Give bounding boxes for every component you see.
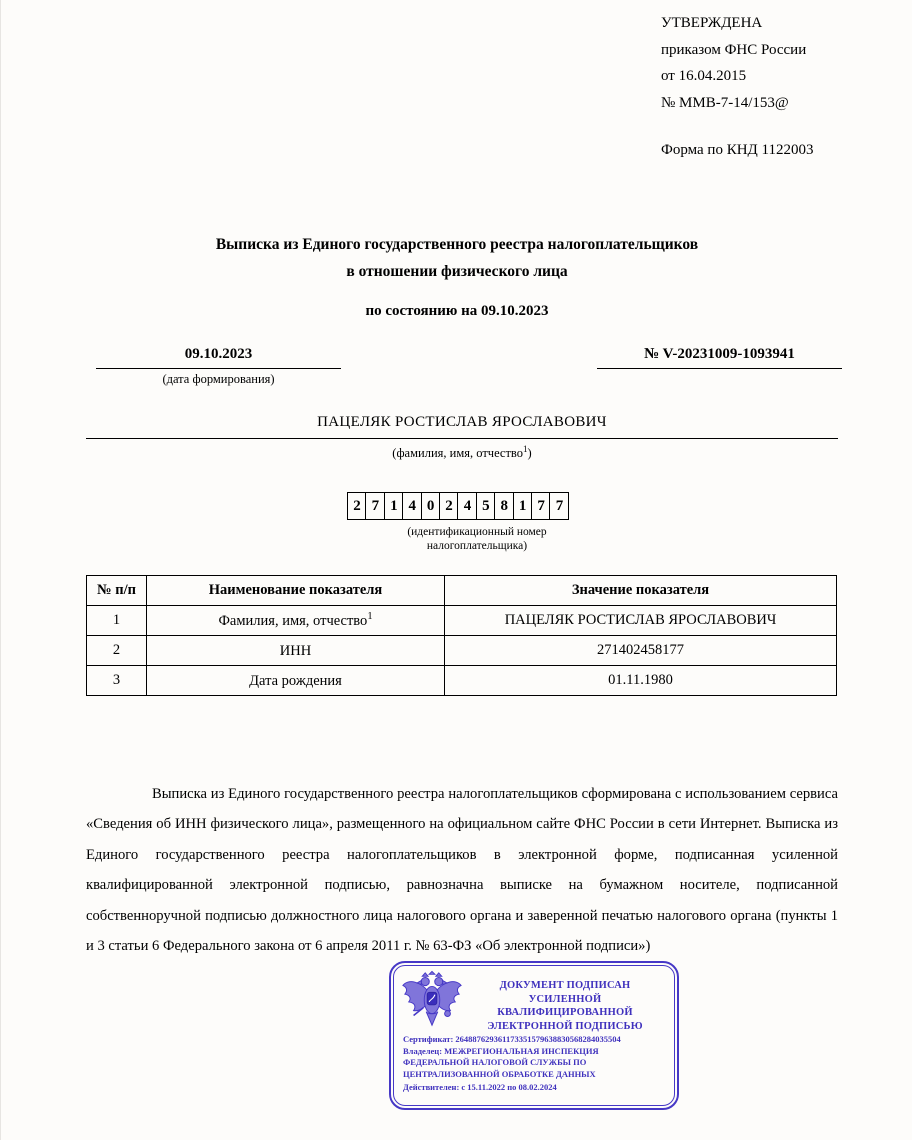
inn-digit-box: 0 (421, 492, 441, 520)
row-name-text: ИНН (279, 642, 312, 659)
stamp-certificate-line (403, 1034, 665, 1046)
inn-digit-box: 7 (531, 492, 551, 520)
formation-date-label: (дата формирования) (162, 372, 275, 386)
row-value: 271402458177 (445, 636, 837, 666)
name-label-text: (фамилия, имя, отчество (392, 446, 524, 461)
row-value: ПАЦЕЛЯК РОСТИСЛАВ ЯРОСЛАВОВИЧ (445, 606, 837, 636)
explanatory-paragraph: Выписка из Единого государственного реестра налогоплательщиков сформирована с использованием сервиса «Сведения об ИНН физического лица», размещенного на официальном сайте ФНС России в сети Интернет. Выписка из Единого государственного реестра налогоплательщиков в электронной форме, подписанная усиленной квалифицированной электронной подписью, равнозначна выписке на бумажном носителе, подписанной собственноручной подписью должностного лица налогового органа и заверенной печатью налогового органа (пункты 1 и 3 статьи 6 Федерального закона от 6 апреля 2011 г. № 63-ФЗ «Об электронной подписи») (86, 786, 838, 955)
inn-digit-boxes (347, 492, 569, 520)
approval-line: приказом ФНС России (661, 41, 807, 58)
inn-digit-box: 4 (457, 492, 477, 520)
stamp-title-line1: ДОКУМЕНТ ПОДПИСАН (499, 980, 631, 991)
taxpayer-name-group (86, 414, 838, 461)
row-num: 2 (87, 636, 147, 666)
document-number-value: № V-20231009-1093941 (597, 346, 842, 369)
approval-line: от 16.04.2015 (661, 68, 747, 84)
inn-label-line2: налогоплательщика) (426, 539, 528, 552)
row-name-footnote-marker: 1 (367, 611, 373, 623)
form-knd-line: Форма по КНД 1122003 (661, 142, 814, 158)
inn-digit-box: 7 (549, 492, 569, 520)
validity-value: с 15.11.2022 по 08.02.2024 (461, 1082, 557, 1093)
as-of-date: по состоянию на 09.10.2023 (365, 303, 549, 319)
table-row (87, 666, 837, 696)
document-number-group (597, 346, 842, 369)
indicators-table (86, 575, 837, 696)
inn-digit-box: 5 (476, 492, 496, 520)
table-row (87, 606, 837, 636)
certificate-label: Сертификат: (403, 1034, 454, 1044)
formation-date-group (96, 346, 341, 387)
certificate-value: 264887629361173351579638830568284035504 (455, 1034, 621, 1044)
stamp-owner-line (403, 1046, 665, 1081)
table-header-value: Значение показателя (445, 576, 837, 606)
taxpayer-name-label (86, 439, 838, 461)
inn-label (317, 526, 637, 553)
owner-value: МЕЖРЕГИОНАЛЬНАЯ ИНСПЕКЦИЯ ФЕДЕРАЛЬНОЙ НАЛОГОВОЙ СЛУЖБЫ ПО ЦЕНТРАЛИЗОВАННОЙ ОБРАБОТКЕ ДАННЫХ (403, 1045, 599, 1079)
table-header-row (87, 576, 837, 606)
table-header-num: № п/п (87, 576, 147, 606)
formation-date-value: 09.10.2023 (96, 346, 341, 369)
document-title-line1: Выписка из Единого государственного реестра налогоплательщиков (215, 236, 699, 253)
row-name-text: Дата рождения (249, 672, 342, 689)
inn-digit-box: 2 (439, 492, 459, 520)
document-title-line2: в отношении физического лица (346, 263, 568, 280)
row-value: 01.11.1980 (445, 666, 837, 696)
inn-label-line1: (идентификационный номер (407, 526, 547, 538)
inn-digit-box: 8 (494, 492, 514, 520)
stamp-title (464, 970, 666, 1033)
taxpayer-name: ПАЦЕЛЯК РОСТИСЛАВ ЯРОСЛАВОВИЧ (86, 414, 838, 439)
approval-line: УТВЕРЖДЕНА (661, 15, 763, 31)
row-num: 3 (87, 666, 147, 696)
row-name (147, 606, 445, 636)
inn-digit-box: 1 (384, 492, 404, 520)
inn-digit-box: 7 (365, 492, 385, 520)
row-name (147, 636, 445, 666)
row-name (147, 666, 445, 696)
document-title (1, 231, 912, 285)
name-label-footnote-marker: 1 (523, 444, 528, 454)
stamp-title-line3: ЭЛЕКТРОННОЙ ПОДПИСЬЮ (487, 1020, 643, 1032)
row-name-text: Фамилия, имя, отчество (218, 612, 368, 629)
inn-digit-box: 1 (513, 492, 533, 520)
row-num: 1 (87, 606, 147, 636)
signature-stamp (389, 961, 679, 1110)
validity-label: Действителен: (403, 1082, 460, 1093)
inn-digit-box: 4 (402, 492, 422, 520)
name-label-close: ) (527, 446, 532, 461)
owner-label: Владелец: (403, 1045, 443, 1056)
approval-line: № ММВ-7-14/153@ (661, 94, 789, 111)
stamp-validity-line (403, 1082, 665, 1094)
stamp-details (394, 1033, 674, 1098)
approval-block (661, 10, 813, 164)
inn-digit-box: 2 (347, 492, 367, 520)
stamp-title-line2: УСИЛЕННОЙ КВАЛИФИЦИРОВАННОЙ (497, 993, 633, 1018)
table-header-name: Наименование показателя (147, 576, 445, 606)
signature-stamp-inner-frame (393, 965, 675, 1106)
table-row (87, 636, 837, 666)
russia-coat-of-arms-icon (400, 970, 464, 1030)
